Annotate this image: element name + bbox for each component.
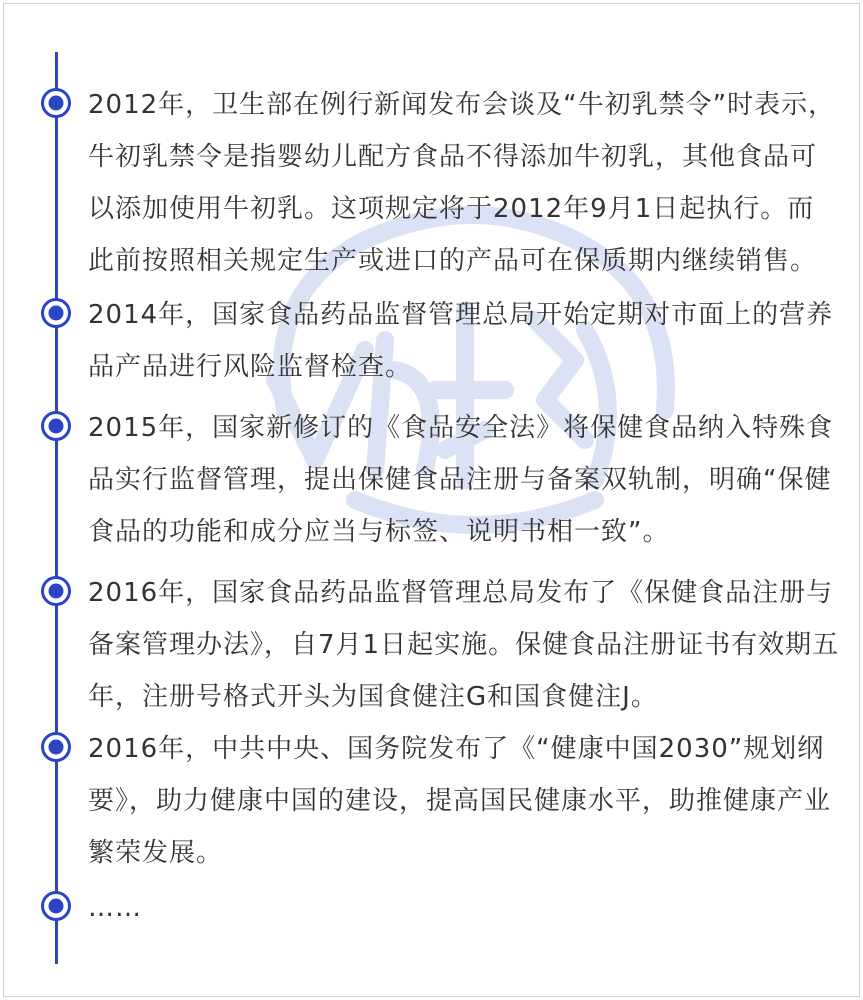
timeline-node-icon — [39, 889, 73, 923]
timeline-entry-text: 2014年，国家食品药品监督管理总局开始定期对市面上的营养品产品进行风险监督检查。 — [88, 300, 834, 382]
timeline-entry-text: 2016年，国家食品药品监督管理总局发布了《保健食品注册与备案管理办法》，自7月1日起实施。保健食品注册证书有效期五年，注册号格式开头为国食健注G和国食健注J。 — [88, 578, 840, 712]
timeline-entry-text: …… — [88, 893, 142, 923]
timeline-node-icon — [39, 86, 73, 120]
timeline-entry-text: 2015年，国家新修订的《食品安全法》将保健食品纳入特殊食品实行监督管理，提出保健食品注册与备案双轨制，明确“保健食品的功能和成分应当与标签、说明书相一致”。 — [88, 413, 834, 547]
timeline-node-icon — [39, 730, 73, 764]
timeline-node-icon — [39, 574, 73, 608]
timeline-node-icon — [39, 296, 73, 330]
timeline-entry-text: 2012年，卫生部在例行新闻发布会谈及“牛初乳禁令”时表示，牛初乳禁令是指婴幼儿配方食品不得添加牛初乳，其他食品可以添加使用牛初乳。这项规定将于2012年9月1日起执行。而此前按照相关规定生产或进口的产品可在保质期内继续销售。 — [88, 90, 836, 276]
timeline-entry-text: 2016年，中共中央、国务院发布了《“健康中国2030”规划纲要》，助力健康中国的建设，提高国民健康水平，助推健康产业繁荣发展。 — [88, 734, 832, 868]
timeline-line — [55, 52, 58, 964]
timeline-node-icon — [39, 409, 73, 443]
